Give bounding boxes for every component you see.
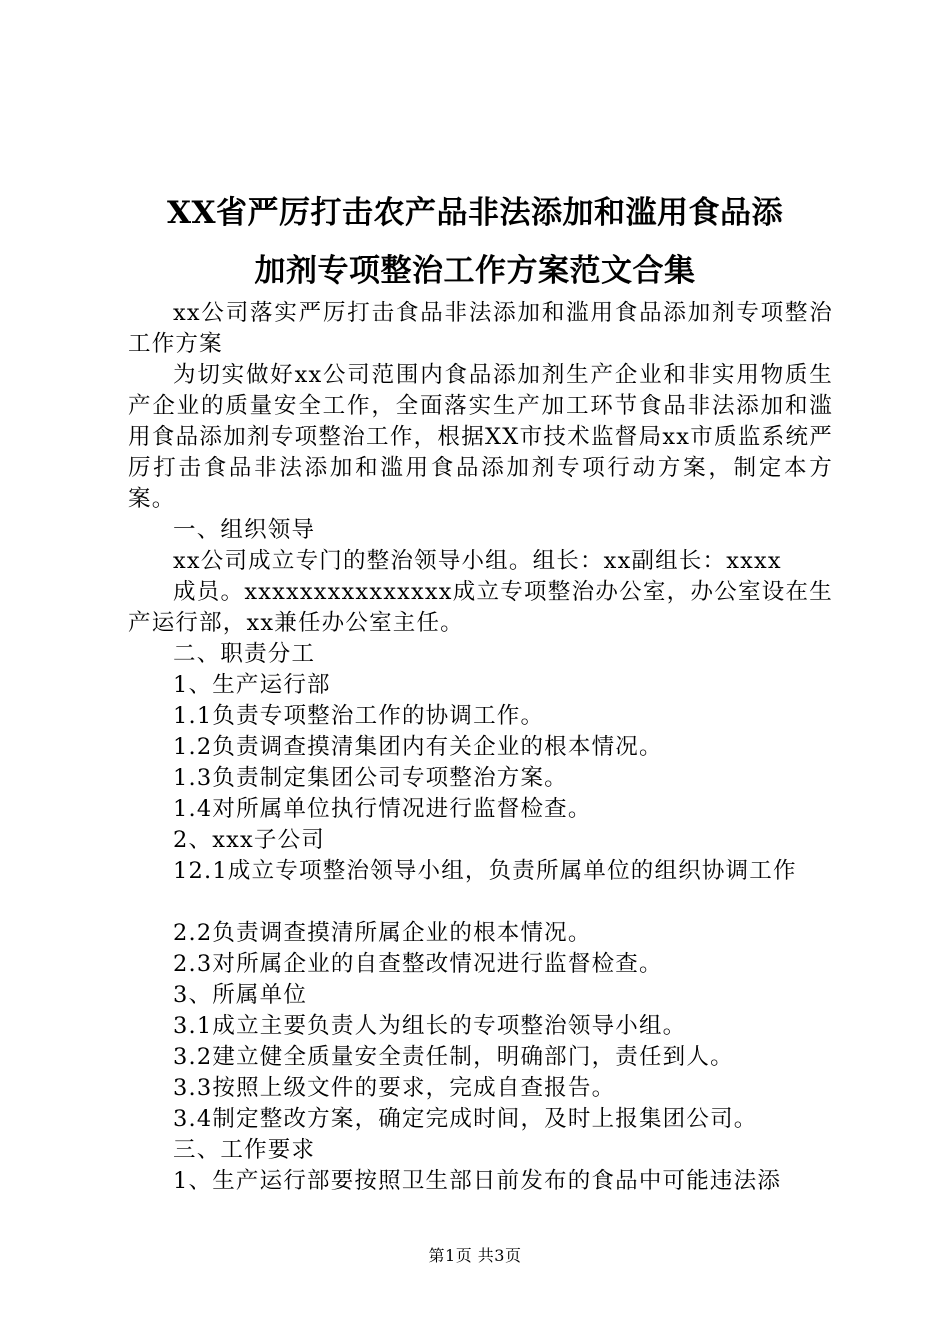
item-3-3: 3.3按照上级文件的要求，完成自查报告。 (173, 1075, 616, 1101)
paragraph-intro: 为切实做好xx公司范围内食品添加剂生产企业和非实用物质生产企业的质量安全工作，全面落实生产加工环节食品非法添加和滥用食品添加剂专项整治工作，根据XX市技术监督局xx市质监系统严厉打击食品非法添加和滥用食品添加剂专项行动方案，制定本方案。 (128, 362, 833, 512)
paragraph-members: 成员。xxxxxxxxxxxxxxx成立专项整治办公室，办公室设在生产运行部，xx兼任办公室主任。 (128, 579, 833, 636)
item-3-2: 3.2建立健全质量安全责任制，明确部门，责任到人。 (173, 1044, 734, 1070)
subheading-units: 3、所属单位 (173, 982, 308, 1008)
item-1-3: 1.3负责制定集团公司专项整治方案。 (173, 765, 568, 791)
item-1-4: 1.4对所属单位执行情况进行监督检查。 (173, 796, 592, 822)
heading-organization: 一、组织领导 (173, 517, 316, 543)
item-3-1: 3.1成立主要负责人为组长的专项整治领导小组。 (173, 1013, 687, 1039)
requirement-1: 1、生产运行部要按照卫生部日前发布的食品中可能违法添 (173, 1168, 782, 1194)
title-line-1: XX省严厉打击农产品非法添加和滥用食品添 (166, 195, 784, 231)
title-line-2: 加剂专项整治工作方案范文合集 (254, 253, 696, 289)
item-1-1: 1.1负责专项整治工作的协调工作。 (173, 703, 545, 729)
page-footer: 第1页 共3页 (428, 1246, 522, 1265)
subheading-subsidiary: 2、xxx子公司 (173, 827, 325, 853)
heading-requirements: 三、工作要求 (173, 1137, 316, 1163)
item-2-3: 2.3对所属企业的自查整改情况进行监督检查。 (173, 951, 663, 977)
heading-responsibilities: 二、职责分工 (173, 641, 316, 667)
document-body (128, 298, 833, 1197)
item-3-4: 3.4制定整改方案，确定完成时间，及时上报集团公司。 (173, 1106, 758, 1132)
paragraph-leaders: xx公司成立专门的整治领导小组。组长：xx副组长：xxxx (173, 548, 782, 574)
item-1-2: 1.2负责调查摸清集团内有关企业的根本情况。 (173, 734, 663, 760)
document-title (120, 184, 830, 300)
paragraph-subtitle: xx公司落实严厉打击食品非法添加和滥用食品添加剂专项整治工作方案 (128, 300, 833, 357)
subheading-production: 1、生产运行部 (173, 672, 331, 698)
item-2-1: 12.1成立专项整治领导小组，负责所属单位的组织协调工作 (173, 858, 797, 884)
item-2-2: 2.2负责调查摸清所属企业的根本情况。 (173, 920, 592, 946)
